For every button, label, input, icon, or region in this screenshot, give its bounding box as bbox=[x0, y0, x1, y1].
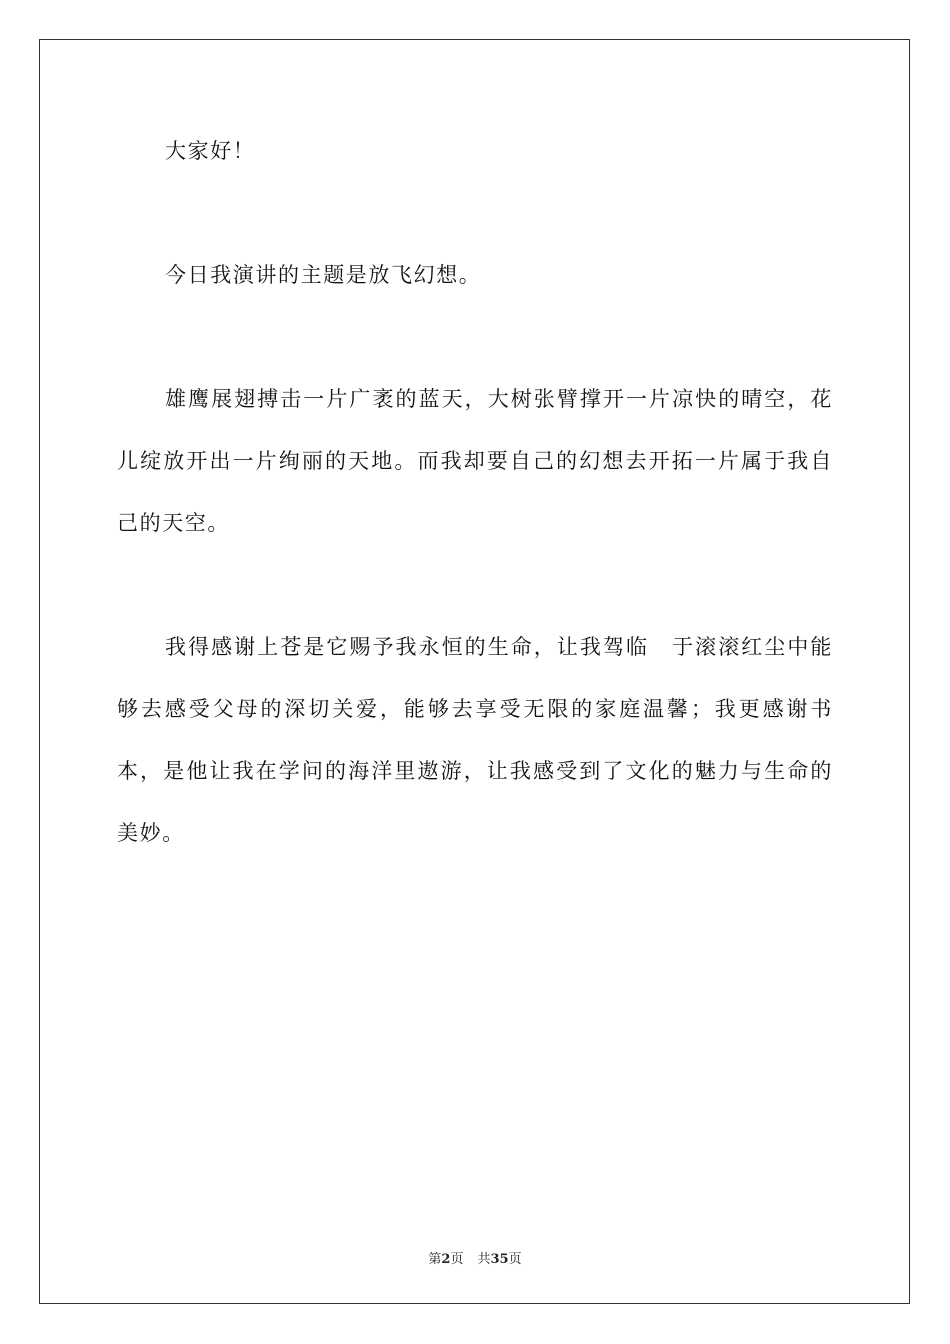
footer-page-suffix: 页 bbox=[450, 1252, 464, 1267]
paragraph-sky: 雄鹰展翅搏击一片广袤的蓝天，大树张臂撑开一片凉快的晴空，花儿绽放开出一片绚丽的天地。而我却要自己的幻想去开拓一片属于我自己的天空。 bbox=[117, 387, 833, 535]
paragraph-gratitude: 我得感谢上苍是它赐予我永恒的生命，让我驾临 于滚滚红尘中能够去感受父母的深切关爱，能够去享受无限的家庭温馨；我更感谢书本，是他让我在学问的海洋里遨游，让我感受到了文化的魅力与生命的美妙。 bbox=[117, 635, 833, 845]
footer-page-number: 2 bbox=[441, 1252, 451, 1267]
document-body bbox=[117, 120, 833, 926]
page-footer bbox=[0, 1248, 950, 1267]
paragraph-greeting: 大家好！ bbox=[165, 139, 256, 163]
footer-total-suffix: 页 bbox=[508, 1252, 522, 1267]
paragraph-topic: 今日我演讲的主题是放飞幻想。 bbox=[165, 263, 482, 287]
footer-total-pages: 35 bbox=[490, 1252, 509, 1267]
footer-page-prefix: 第 bbox=[428, 1252, 442, 1267]
footer-total-prefix: 共 bbox=[477, 1252, 491, 1267]
